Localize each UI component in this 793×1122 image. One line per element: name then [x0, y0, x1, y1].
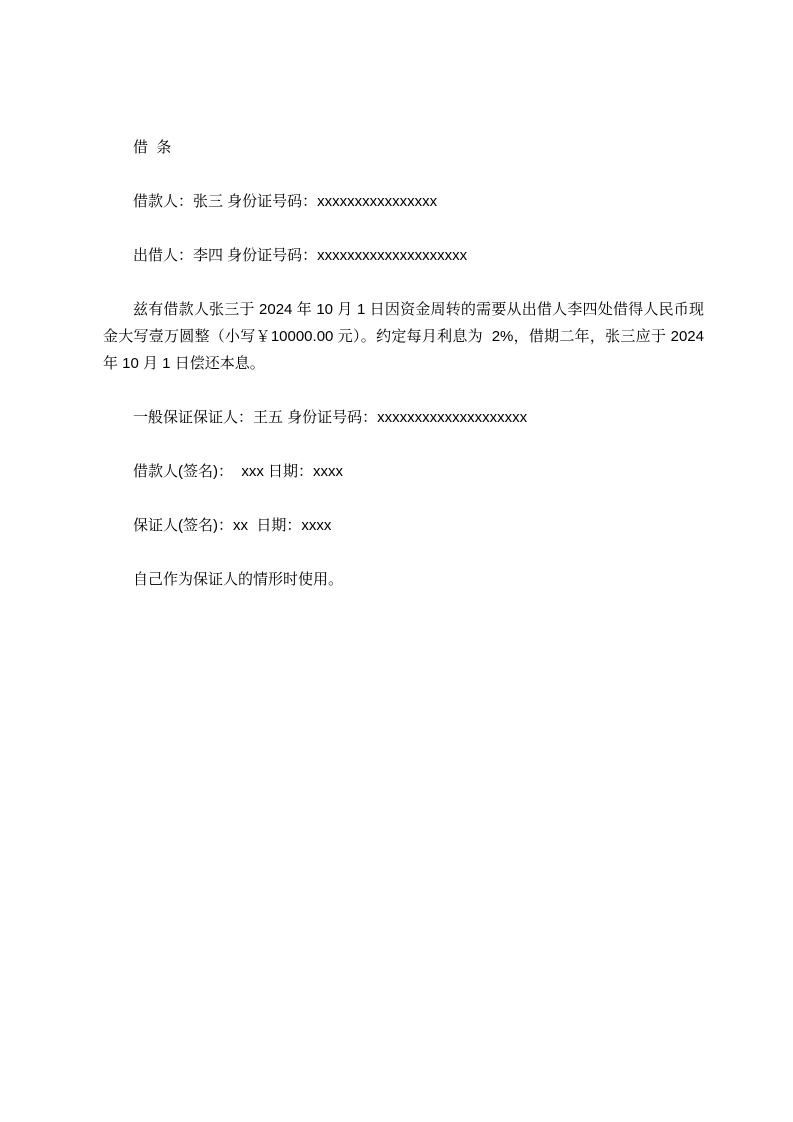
- lender-info-line: 出借人：李四 身份证号码：xxxxxxxxxxxxxxxxxxxx: [133, 247, 468, 264]
- guarantor-signature-line: 保证人(签名)：xx 日期：xxxx: [133, 517, 332, 534]
- borrower-info-line: 借款人：张三 身份证号码：xxxxxxxxxxxxxxxx: [133, 193, 438, 210]
- document-title: 借 条: [133, 139, 172, 156]
- usage-note-line: 自己作为保证人的情形时使用。: [133, 571, 344, 588]
- guarantor-info-line: 一般保证保证人：王五 身份证号码：xxxxxxxxxxxxxxxxxxxx: [133, 409, 528, 426]
- borrower-signature-line: 借款人(签名)： xxx 日期：xxxx: [133, 463, 343, 480]
- loan-terms-paragraph: 兹有借款人张三于 2024 年 10 月 1 日因资金周转的需要从出借人李四处借得人民币现金大写壹万圆整（小写￥10000.00 元）。约定每月利息为 2%，借期二年，张三应于 2024 年 10 月 1 日偿还本息。: [103, 301, 704, 372]
